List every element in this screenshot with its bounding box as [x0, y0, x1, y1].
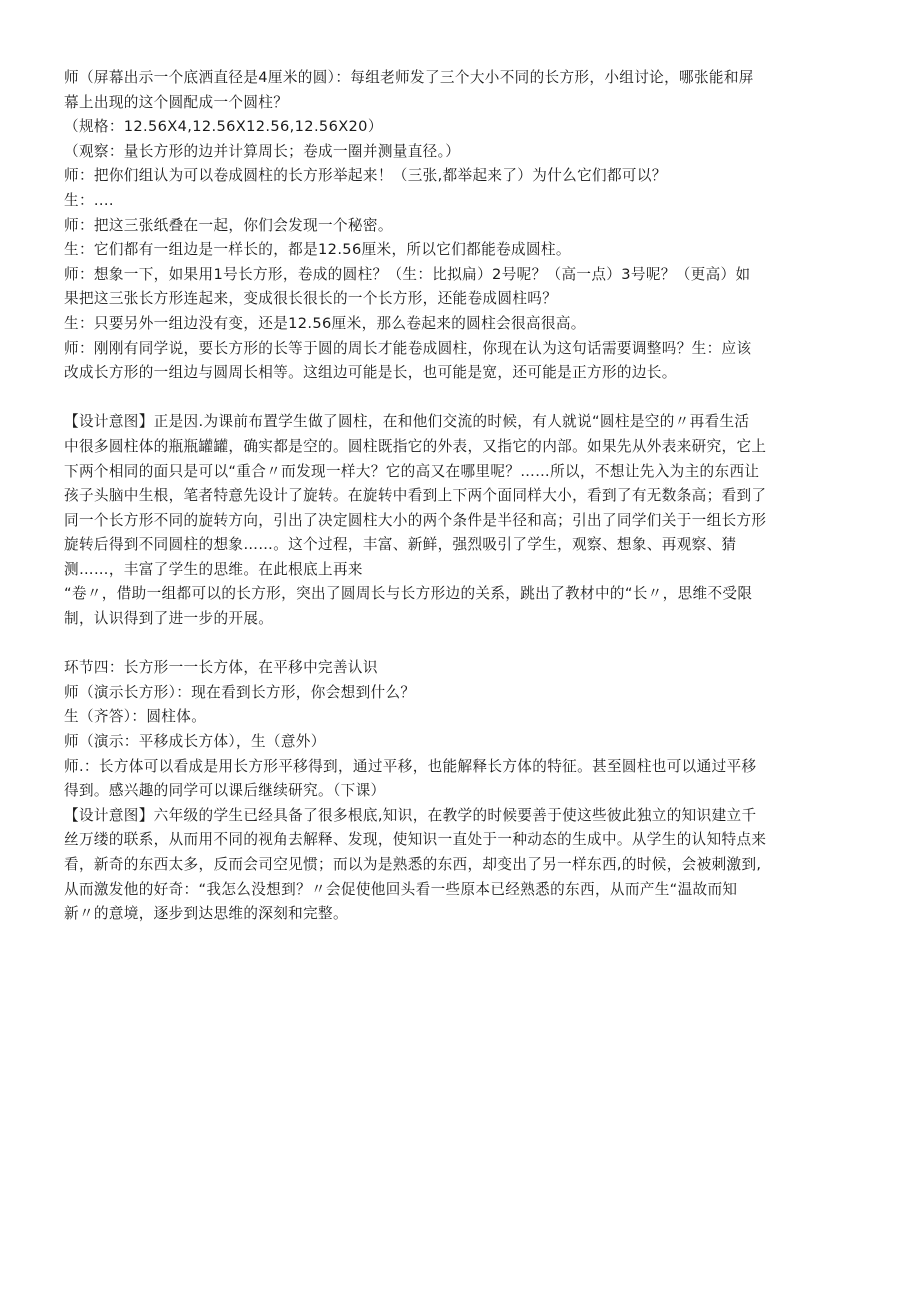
text-line: 制，认识得到了进一步的开展。: [64, 610, 274, 628]
section-heading: 环节四：长方形一一长方体，在平移中完善认识: [64, 659, 378, 677]
text-line: 幕上出现的这个圆配成一个圆柱？: [64, 93, 289, 111]
text-line: 师：把这三张纸叠在一起，你们会发现一个秘密。: [64, 216, 393, 234]
text-line: 看，新奇的东西太多，反而会司空见惯；而以为是熟悉的东西，却变出了另一样东西,的时候，会被刺激到,: [64, 856, 762, 873]
text-line: 新〃的意境，逐步到达思维的深刻和完整。: [64, 905, 348, 923]
text-line: 师：想象一下，如果用1号长方形，卷成的圆柱？（生：比拟扁）2号呢？（高一点）3号呢？（更高）如: [64, 265, 751, 283]
text-line: 下两个相同的面只是可以“重合〃而发现一样大？它的高又在哪里呢？……所以，不想让先入为主的东西让: [64, 462, 760, 480]
text-line: 【设计意图】六年级的学生已经具备了很多根底,知识，在教学的时候要善于使这些彼此独立的知识建立千: [64, 806, 757, 824]
text-line: 生：只要另外一组边没有变，还是12.56厘米，那么卷起来的圆柱会很高很高。: [64, 314, 586, 332]
text-line: 生：它们都有一组边是一样长的，都是12.56厘米，所以它们都能卷成圆柱。: [64, 241, 571, 259]
text-line: 师（演示长方形）：现在看到长方形，你会想到什么？: [64, 683, 416, 701]
text-line: 中很多圆柱体的瓶瓶罐罐，确实都是空的。圆柱既指它的外表，又指它的内部。如果先从外表来研究，它上: [64, 437, 767, 455]
text-line: 改成长方形的一组边与圆周长相等。这组边可能是长，也可能是宽，还可能是正方形的边长。: [64, 364, 677, 382]
text-line: 从而激发他的好奇：“我怎么没想到？〃会促使他回头看一些原本已经熟悉的东西，从而产生“温故而知: [64, 880, 738, 898]
paragraph-gap: [64, 632, 864, 657]
document-page: [64, 66, 864, 927]
text-line: 得到。感兴趣的同学可以课后继续研究。（下课）: [64, 782, 386, 800]
text-line: 旋转后得到不同圆柱的想象……。这个过程，丰富、新鲜，强烈吸引了学生，观察、想象、再观察、猜: [64, 536, 737, 554]
text-line: 师：刚刚有同学说，要长方形的长等于圆的周长才能卷成圆柱，你现在认为这句话需要调整吗？生：应该: [64, 339, 752, 357]
text-line: 孩子头脑中生根，笔者特意先设计了旋转。在旋转中看到上下两个面同样大小，看到了有无数条高；看到了: [64, 487, 767, 505]
text-line: 【设计意图】正是因.为课前布置学生做了圆柱，在和他们交流的时候，有人就说“圆柱是空的〃再看生活: [64, 413, 750, 431]
text-line: 测……，丰富了学生的思维。在此根底上再来: [64, 560, 363, 578]
text-line: （观察：量长方形的边并计算周长；卷成一圈并测量直径。）: [64, 142, 461, 160]
text-line: 师（演示：平移成长方体），生（意外）: [64, 733, 326, 751]
text-line: 师.：长方体可以看成是用长方形平移得到，通过平移，也能解释长方体的特征。甚至圆柱也可以通过平移: [64, 757, 757, 775]
text-line: 丝万缕的联系，从而用不同的视角去解释、发现，使知识一直处于一种动态的生成中。从学生的认知特点来: [64, 831, 767, 849]
text-line: 同一个长方形不同的旋转方向，引出了决定圆柱大小的两个条件是半径和高；引出了同学们关于一组长方形: [64, 511, 767, 529]
design-intent-section-1: [64, 410, 864, 631]
text-line: 生（齐答）：圆柱体。: [64, 708, 207, 726]
text-line: （规格：12.56X4,12.56X12.56,12.56X20）: [64, 118, 383, 136]
text-line: 生：....: [64, 191, 114, 209]
section-four: [64, 656, 864, 927]
paragraph-gap: [64, 386, 864, 411]
text-line: 果把这三张长方形连起来，变成很长很长的一个长方形，还能卷成圆柱吗？: [64, 290, 558, 308]
dialogue-section-1: [64, 66, 864, 386]
text-line: 师（屏幕出示一个底洒直径是4厘米的圆）：每组老师发了三个大小不同的长方形，小组讨论，哪张能和屏: [64, 69, 754, 86]
text-line: 师：把你们组认为可以卷成圆柱的长方形举起来！（三张,都举起来了）为什么它们都可以？: [64, 167, 667, 185]
text-line: “卷〃，借助一组都可以的长方形，突出了圆周长与长方形边的关系，跳出了教材中的“长〃，思维不受限: [64, 585, 753, 603]
